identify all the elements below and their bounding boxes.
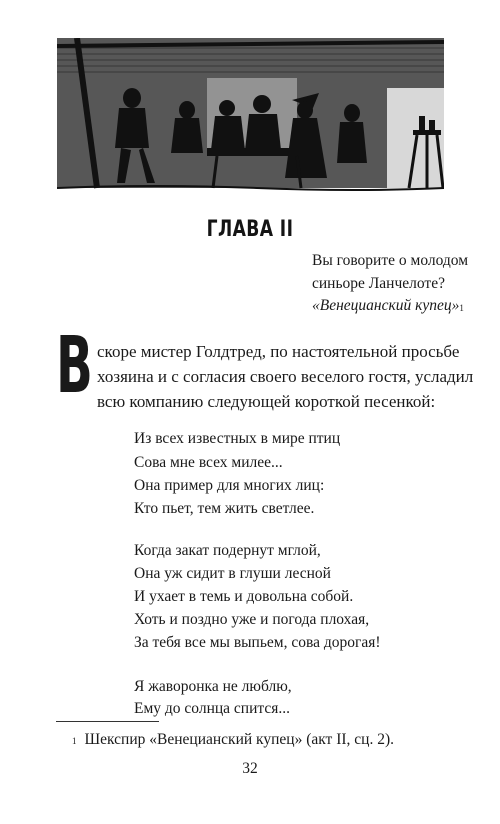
epigraph-line: синьоре Ланчелоте? [312,274,445,292]
verse-line: Когда закат подернут мглой, [134,542,321,559]
chapter-header-illustration [57,38,444,193]
drop-cap: В [56,321,93,411]
verse-line: Она уж сидит в глуши лесной [134,565,331,582]
paragraph-line: хозяина и с согласия своего веселого гостя, усладил [97,367,474,386]
footnote-marker: 1 [459,303,464,313]
epigraph-line: Вы говорите о молодом [312,252,469,269]
footnote-marker: 1 [72,736,77,746]
epigraph [312,250,482,318]
verse-line: И ухает в темь и довольна собой. [134,588,354,605]
verse-line: Хоть и поздно уже и погода плохая, [134,611,370,628]
verse-line: Кто пьет, тем жить светлее. [134,500,315,517]
chapter-title: ГЛАВА II [206,217,294,242]
page-number: 32 [242,760,258,777]
verse-line: Сова мне всех милее... [134,454,283,471]
verse-line: Из всех известных в мире птиц [134,430,341,447]
footnote-divider [56,721,159,722]
verse-line: Она пример для многих лиц: [134,477,325,494]
footnote-text: Шекспир «Венецианский купец» (акт II, сц. 2). [84,731,394,748]
epigraph-source: «Венецианский купец»$^1$ [312,297,464,314]
paragraph-line: скоре мистер Голдтред, по настоятельной просьбе [97,342,460,361]
verse-line: Я жаворонка не люблю, [134,678,292,695]
verse-line: За тебя все мы выпьем, сова дорогая! [134,634,381,651]
footnote [72,730,394,750]
verse-line: Ему до солнца спится... [134,700,290,717]
tavern-engraving-illustration [57,38,444,193]
paragraph-line: всю компанию следующей короткой песенкой: [97,392,436,411]
